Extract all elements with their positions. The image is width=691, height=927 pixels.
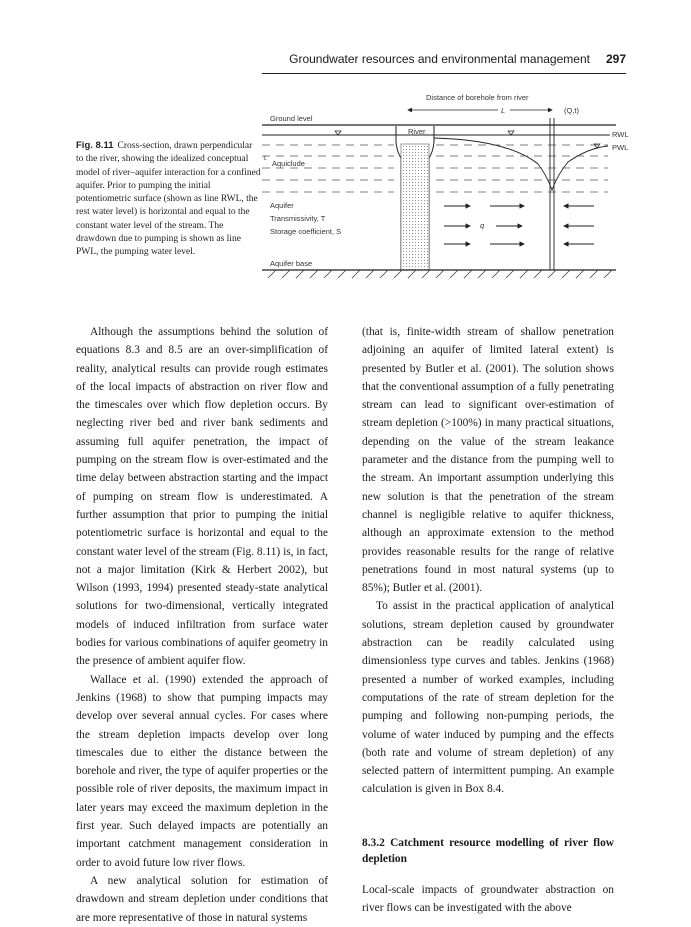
distance-l-label: L <box>501 106 506 115</box>
q-label: q <box>480 221 485 230</box>
pwl-curve <box>434 138 608 190</box>
header-rule <box>262 73 626 74</box>
right-paragraph-3: Local-scale impacts of groundwater abstraction on river flows can be investigated with the above <box>362 883 614 915</box>
aquiclude-brace <box>264 156 266 160</box>
right-paragraph-1: (that is, finite-width stream of shallow penetration adjoining an aquifer of limited lateral extent) is presented by Butler et al. (2001). The solution shows that the conventional assumption of a fully penetrating stream can lead to significant over-estimation of stream depletion (>100%) in many practical situations, depending on the value of the stream leakance parameter and the distance from the pumping well to the stream. An important assumption underlying this new solution is that the penetration of the stream channel is negligible relative to aquifer thickness, although an approximate extension to the method provides reasonable results for the range of relative penetrations found in most natural systems (up to 85%); Butler et al. (2001). <box>362 326 614 595</box>
page-number: 297 <box>605 52 626 66</box>
cross-section-diagram <box>258 88 630 288</box>
running-title: Groundwater resources and environmental management <box>289 52 590 66</box>
pumping-label: (Q,t) <box>564 106 579 115</box>
rwl-marker <box>335 131 341 135</box>
transmissivity-label: Transmissivity, T <box>270 214 326 223</box>
river-deposits <box>401 144 429 270</box>
rwl-label: RWL <box>612 130 629 139</box>
pwl-label: PWL <box>612 143 629 152</box>
storage-label: Storage coefficient, S <box>270 227 342 236</box>
left-paragraph-1: Although the assumptions behind the solution of equations 8.3 and 8.5 are an over-simplification of reality, analytical results can provide rough estimates of the local impacts of abstraction on river flow and the timescales over which flow depletion occurs. By neglecting river bed and river bank sediments and assuming full aquifer penetration, the impact of pumping on the stream flow is over-estimated and the time delay between abstraction starting and the impact of pumping on stream flow is underestimated. A further assumption that prior to pumping the initial potentiometric surface is horizontal and equal to the constant water level of the stream (Fig. 8.11) is, in fact, not a major limitation (Kirk & Herbert 2002), but Wilson (1993, 1994) presented steady-state analytical solutions for two-dimensional, vertically integrated models of induced infiltration from surface water bodies for various combinations of aquifer geometry in the presence of ambient aquifer flow. <box>76 326 328 668</box>
aquifer-base-label: Aquifer base <box>270 259 313 268</box>
aquiclude-label: Aquiclude <box>272 159 305 168</box>
left-column <box>76 323 328 927</box>
river-label: River <box>408 127 426 136</box>
rwl-marker-2 <box>508 131 514 135</box>
aquifer-base-hatching <box>268 270 612 278</box>
figure-caption-text: Cross-section, drawn perpendicular to the river, showing the idealized conceptual model of river–aquifer interaction for a confined aquifer. Prior to pumping the initial potentiometric surface (shown as line RWL, the rest water level) is horizontal and equal to the constant water level of the stream. The drawdown due to pumping is shown as line PWL, the pumping water level. <box>76 141 261 258</box>
running-header <box>0 52 626 72</box>
flow-arrows <box>444 206 594 244</box>
distance-label: Distance of borehole from river <box>426 93 529 102</box>
left-paragraph-3: A new analytical solution for estimation of drawdown and stream depletion under conditions that are more representative of those in natural systems <box>76 874 328 924</box>
aquifer-label: Aquifer <box>270 201 294 210</box>
right-paragraph-2: To assist in the practical application of analytical solutions, stream depletion caused by groundwater abstraction can be readily calculated using dimensionless type curves and tables. Jenkins (1968) presented a number of worked examples, including computations of the rate of stream depletion for the pumping and following non-pumping periods, the volume of water induced by pumping and the effects (both rate and volume of stream depletion) of any selected pattern of intermittent pumping. An example calculation is given in Box 8.4. <box>362 600 614 796</box>
left-paragraph-2: Wallace et al. (1990) extended the approach of Jenkins (1968) to show that pumping impacts may develop over several annual cycles. For cases where the stream depletion impacts develop over long timescales due to either the distance between the borehole and river, the type of aquifer properties or the possible role of river deposits, the maximum impact in later years may exceed the maximum depletion in the first year. Such delayed impacts are potentially an important catchment management consideration in order to avoid future low river flows. <box>76 673 328 869</box>
aquiclude-dashes <box>262 145 608 192</box>
figure-caption <box>76 139 262 260</box>
figure-label: Fig. 8.11 <box>76 140 114 151</box>
right-column <box>362 323 614 917</box>
section-heading: 8.3.2 Catchment resource modelling of river flow depletion <box>362 836 614 865</box>
ground-level-label: Ground level <box>270 114 313 123</box>
